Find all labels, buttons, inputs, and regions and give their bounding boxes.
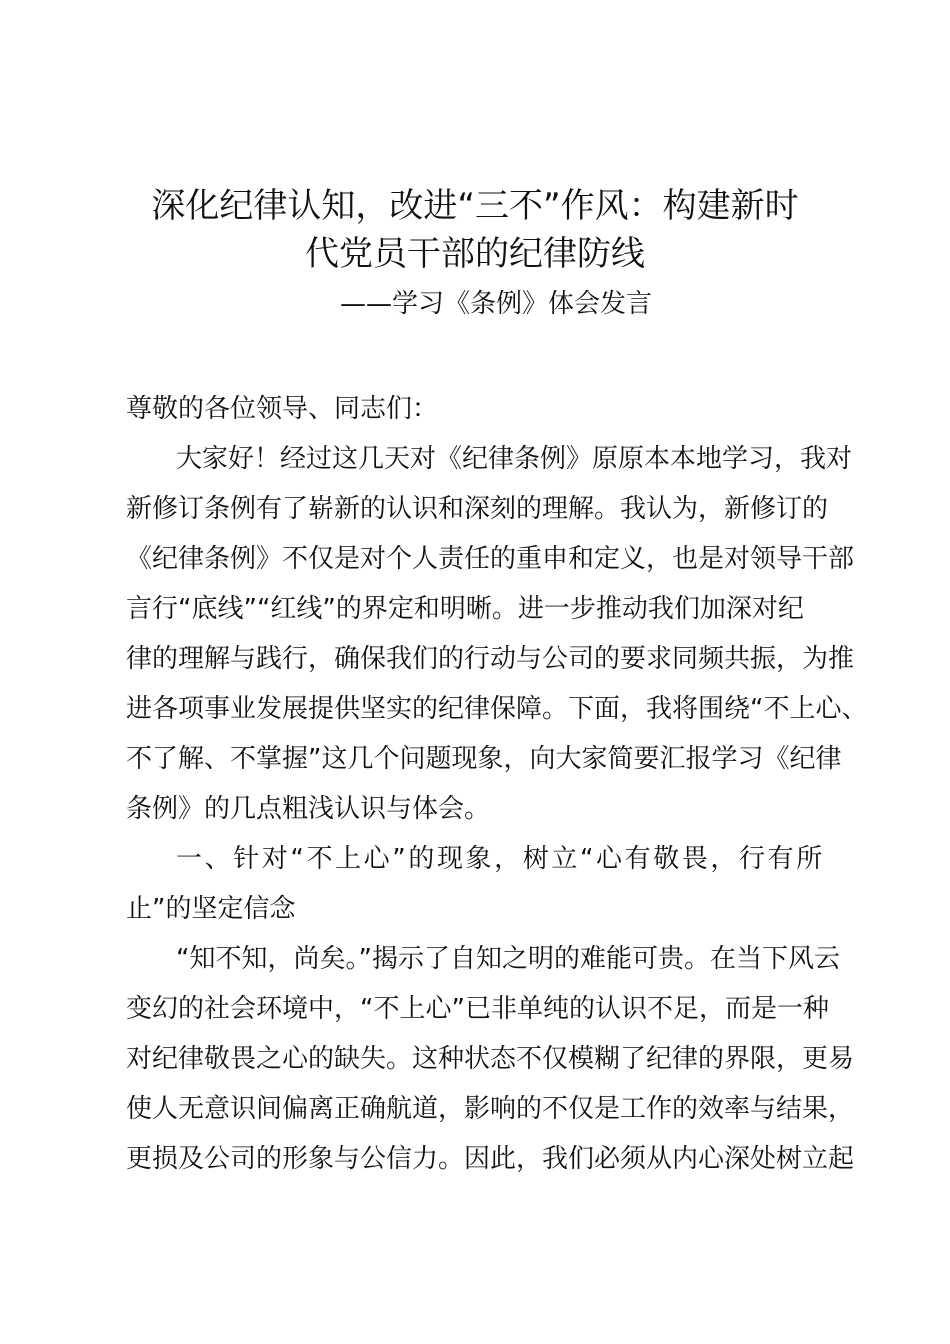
title-line: 深化纪律认知，改进“三不”作风：构建新时 — [151, 186, 799, 226]
document-subtitle: ——学习《条例》体会发言 — [339, 289, 652, 319]
text-line: 言行“底线”“红线”的界定和明晰。进一步推动我们加深对纪 — [126, 594, 804, 624]
salutation: 尊敬的各位领导、同志们： — [126, 394, 439, 424]
text-line: 条例》的几点粗浅认识与体会。 — [126, 794, 491, 824]
text-line: 律的理解与践行，确保我们的行动与公司的要求同频共振，为推 — [126, 644, 855, 674]
paragraph-2 — [126, 934, 855, 1184]
text-line: 不了解、不掌握”这几个问题现象，向大家简要汇报学习《纪律 — [126, 744, 842, 774]
section-heading-1 — [126, 834, 836, 934]
text-line: 使人无意识间偏离正确航道，影响的不仅是工作的效率与结果， — [126, 1094, 855, 1124]
paragraph-1 — [126, 434, 868, 834]
text-line: 更损及公司的形象与公信力。因此，我们必须从内心深处树立起 — [126, 1144, 855, 1174]
title-line: 代党员干部的纪律防线 — [305, 234, 645, 274]
text-line: 变幻的社会环境中，“不上心”已非单纯的认识不足，而是一种 — [126, 994, 829, 1024]
document-body — [126, 384, 868, 1184]
text-line: 进各项事业发展提供坚实的纪律保障。下面，我将围绕“不上心、 — [126, 694, 868, 724]
text-line: 对纪律敬畏之心的缺失。这种状态不仅模糊了纪律的界限，更易 — [126, 1044, 855, 1074]
text-line: 《纪律条例》不仅是对个人责任的重申和定义，也是对领导干部 — [126, 544, 855, 574]
document-title — [100, 182, 850, 278]
heading-line: 止”的坚定信念 — [126, 894, 296, 924]
text-line: 新修订条例有了崭新的认识和深刻的理解。我认为，新修订的 — [126, 494, 829, 524]
heading-line: 一、针对“不上心”的现象，树立“心有敬畏，行有所 — [176, 844, 825, 874]
text-line: 大家好！经过这几天对《纪律条例》原原本本地学习，我对 — [176, 444, 853, 474]
text-line: “知不知，尚矣。”揭示了自知之明的难能可贵。在当下风云 — [176, 944, 840, 974]
